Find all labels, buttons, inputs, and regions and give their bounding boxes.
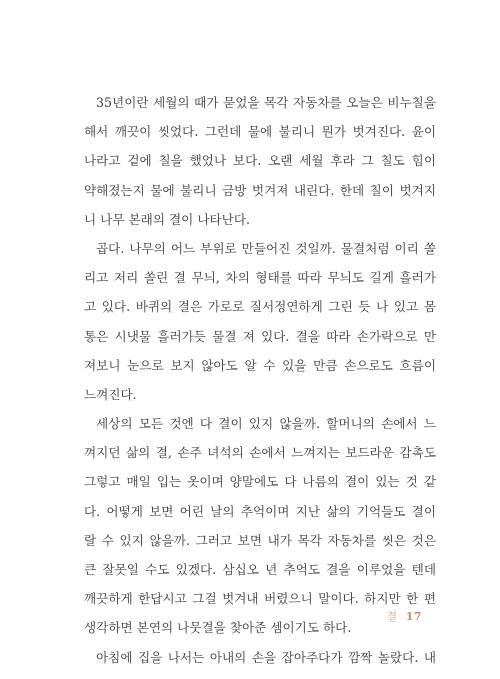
text-line: 해서 깨끗이 씻었다. 그런데 물에 불리니 뭔가 벗겨진다. 윤이: [84, 124, 436, 140]
text-line: 고 있다. 바퀴의 결은 가로로 질서정연하게 그린 듯 나 있고 몸: [84, 299, 436, 315]
text-line: 져보니 눈으로 보지 않아도 알 수 있을 만큼 손으로도 흐름이: [84, 357, 436, 373]
text-line: 곱다. 나무의 어느 부위로 만들어진 것일까. 물결처럼 이리 쏠: [96, 240, 436, 256]
essay-body: [84, 88, 436, 672]
section-title: 결: [386, 610, 398, 623]
text-line: 니 나무 본래의 결이 나타난다.: [84, 211, 251, 227]
text-line: 깨끗하게 한답시고 그걸 벗겨내 버렸으니 말이다. 하지만 한 편: [84, 591, 436, 607]
text-line: 리고 저리 쏠린 결 무늬, 차의 형태를 따라 무늬도 길게 흘러가: [84, 270, 436, 286]
text-line: 그렇고 매일 입는 옷이며 양말에도 다 나름의 결이 있는 것 같: [84, 474, 436, 490]
text-line: 껴지던 삶의 결, 손주 녀석의 손에서 느껴지는 보드라운 감촉도: [84, 445, 436, 461]
text-line: 세상의 모든 것엔 다 결이 있지 않을까. 할머니의 손에서 느: [96, 416, 436, 432]
text-line: 느껴진다.: [84, 386, 137, 402]
text-line: 통은 시냇물 흘러가듯 물결 져 있다. 결을 따라 손가락으로 만: [84, 328, 436, 344]
text-line: 다. 어떻게 보면 어린 날의 추억이며 지난 삶의 기억들도 결이: [84, 503, 436, 519]
text-line: 나라고 겉에 칠을 했었나 보다. 오랜 세월 후라 그 칠도 힘이: [84, 153, 436, 169]
text-line: 35년이란 세월의 때가 묻었을 목각 자동차를 오늘은 비누칠을: [96, 95, 436, 110]
text-line: 생각하면 본연의 나뭇결을 찾아준 셈이기도 하다.: [84, 620, 352, 636]
page-footer: [387, 608, 422, 624]
page-number: 17: [405, 610, 422, 623]
text-line: 큰 잘못일 수도 있겠다. 삼십오 년 추억도 결을 이루었을 텐데: [84, 562, 436, 577]
text-line: 약해졌는지 물에 불리니 금방 벗겨져 내린다. 한데 칠이 벗겨지: [84, 182, 436, 198]
text-line: 아침에 집을 나서는 아내의 손을 잡아주다가 깜짝 놀랐다. 내: [96, 649, 436, 665]
text-line: 랄 수 있지 않을까. 그러고 보면 내가 목각 자동차를 씻은 것은: [84, 532, 436, 548]
